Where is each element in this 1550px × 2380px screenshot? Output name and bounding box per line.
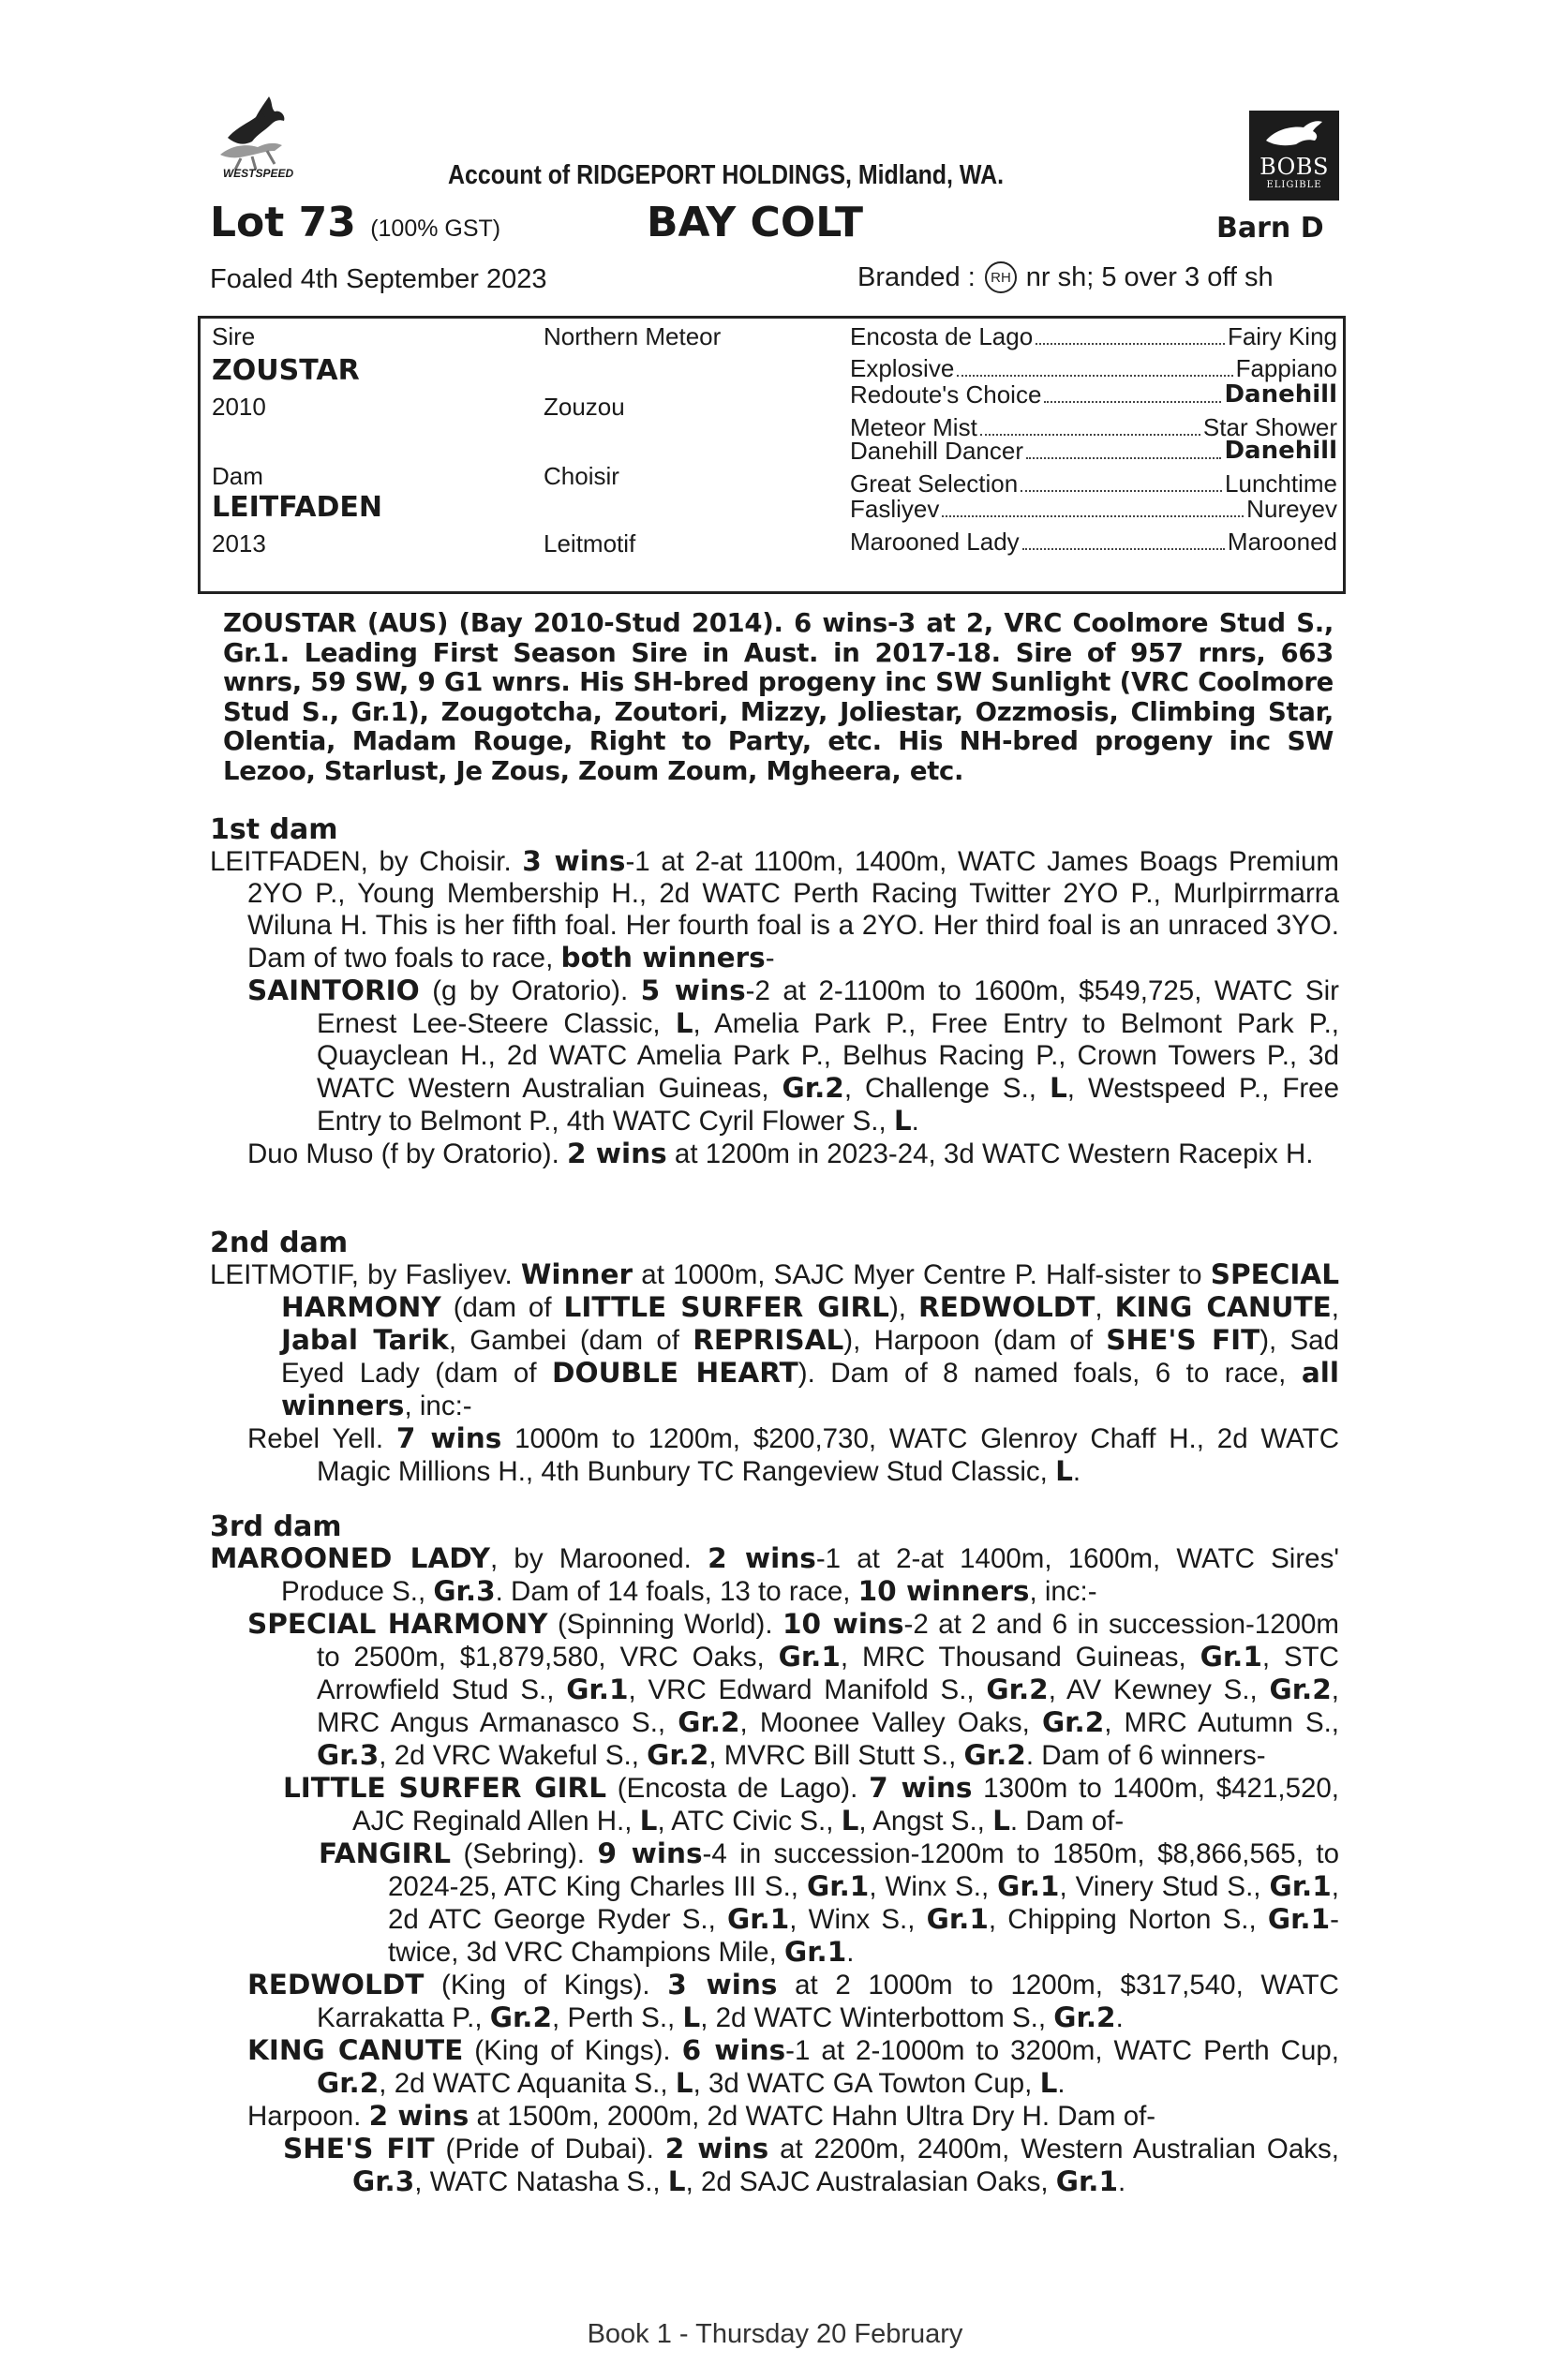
pedigree-row	[850, 380, 1337, 409]
progeny-saintorio: SAINTORIO (g by Oratorio). 5 wins-2 at 2-1100m to 1600m, $549,725, WATC Sir Ernest Lee-Steere Classic, L, Amelia Park P., Free Entry to Belmont Park P., Quayclean H., 2d WATC Amelia Park P., Belhus Racing P., Crown Towers P., 3d WATC Western Australian Guineas, Gr.2, Challenge S., L, Westspeed P., Free Entry to Belmont P., 4th WATC Cyril Flower S., L.	[247, 974, 1339, 1137]
great-grandparent-name: Danehill	[1224, 437, 1337, 465]
branded-info	[857, 260, 1274, 295]
dam-sire: Choisir	[544, 462, 619, 490]
leader-dots	[980, 413, 1200, 436]
grandparent-name: Encosta de Lago	[850, 322, 1034, 350]
grandparent-name: Danehill Dancer	[850, 437, 1023, 465]
third-dam-heading: 3rd dam	[210, 1510, 342, 1543]
sire-name: ZOUSTAR	[212, 354, 360, 387]
third-dam-section	[210, 1542, 1339, 2198]
pedigree-row	[850, 528, 1337, 557]
pedigree-row	[850, 495, 1337, 524]
sire-dam: Zouzou	[544, 393, 625, 421]
branded-label: Branded :	[857, 261, 976, 292]
grandparent-name: Great Selection	[850, 469, 1019, 498]
leader-dots	[1044, 380, 1221, 403]
second-dam-section	[210, 1258, 1339, 1488]
great-grandparent-name: Fappiano	[1235, 354, 1337, 382]
westspeed-logo	[200, 89, 317, 183]
pedigree-row	[850, 322, 1337, 351]
foaled-date: Foaled 4th September 2023	[210, 264, 547, 294]
leader-dots	[1036, 322, 1225, 345]
leader-dots	[942, 495, 1244, 517]
great-grandparent-name: Marooned	[1227, 528, 1337, 556]
westspeed-logo-text: WESTSPEED	[222, 167, 294, 180]
second-dam-heading: 2nd dam	[210, 1227, 349, 1259]
dam-label: Dam	[212, 462, 263, 490]
sire-summary: ZOUSTAR (AUS) (Bay 2010-Stud 2014). 6 wins-3 at 2, VRC Coolmore Stud S., Gr.1. Leading First Season Sire in Aust. in 2017-18. Sire of 957 rnrs, 663 wnrs, 59 SW, 9 G1 wnrs. His SH-bred progeny inc SW Sunlight (VRC Coolmore Stud S., Gr.1), Zougotcha, Zoutori, Mizzy, Joliestar, Ozzmosis, Climbing Star, Olentia, Madam Rouge, Right to Party, etc. His NH-bred progeny inc SW Lezoo, Starlust, Je Zous, Zoum Zoum, Mgheera, etc.	[223, 608, 1334, 786]
progeny-harpoon: Harpoon. 2 wins at 1500m, 2000m, 2d WATC Hahn Ultra Dry H. Dam of-	[247, 2100, 1156, 2132]
pedigree-table	[198, 316, 1346, 594]
leader-dots	[957, 354, 1232, 377]
branded-text: nr sh; 5 over 3 off sh	[1025, 261, 1274, 292]
leader-dots	[1022, 528, 1225, 550]
third-dam-para: MAROONED LADY, by Marooned. 2 wins-1 at 2-at 1400m, 1600m, WATC Sires' Produce S., Gr.3. Dam of 14 foals, 13 to race, 10 winners, inc:-	[210, 1542, 1339, 1607]
progeny-special-harmony: SPECIAL HARMONY (Spinning World). 10 wins-2 at 2 and 6 in succession-1200m to 2500m, $1,879,580, VRC Oaks, Gr.1, MRC Thousand Guineas, Gr.1, STC Arrowfield Stud S., Gr.1, VRC Edward Manifold S., Gr.2, AV Kewney S., Gr.2, MRC Angus Armanasco S., Gr.2, Moonee Valley Oaks, Gr.2, MRC Autumn S., Gr.3, 2d VRC Wakeful S., Gr.2, MVRC Bill Stutt S., Gr.2. Dam of 6 winners-	[247, 1608, 1340, 1771]
grandparent-name: Redoute's Choice	[850, 380, 1042, 409]
great-grandparent-name: Star Shower	[1202, 413, 1337, 441]
sire-label: Sire	[212, 322, 256, 350]
first-dam-section	[210, 845, 1339, 1170]
eligible-text: ELIGIBLE	[1266, 180, 1322, 190]
dam-name: LEITFADEN	[212, 491, 383, 524]
progeny-fangirl: FANGIRL (Sebring). 9 wins-4 in succession-1200m to 1850m, $8,866,565, to 2024-25, ATC King Charles III S., Gr.1, Winx S., Gr.1, Vinery Stud S., Gr.1, 2d ATC George Ryder S., Gr.1, Winx S., Gr.1, Chipping Norton S., Gr.1-twice, 3d VRC Champions Mile, Gr.1.	[319, 1837, 1339, 1968]
grandparent-name: Fasliyev	[850, 495, 940, 523]
progeny-duo-muso: Duo Muso (f by Oratorio). 2 wins at 1200m in 2023-24, 3d WATC Western Racepix H.	[247, 1138, 1314, 1169]
barn-label: Barn D	[1216, 212, 1324, 245]
great-grandparent-name: Lunchtime	[1225, 469, 1337, 498]
horse-description: BAY COLT	[647, 199, 864, 246]
progeny-rebel-yell: Rebel Yell. 7 wins 1000m to 1200m, $200,730, WATC Glenroy Chaff H., 2d WATC Magic Millions H., 4th Bunbury TC Rangeview Stud Classic, L.	[247, 1422, 1339, 1487]
brand-mark-icon	[983, 260, 1019, 295]
page-footer: Book 1 - Thursday 20 February	[587, 2319, 963, 2349]
vendor-account: Account of RIDGEPORT HOLDINGS, Midland, WA.	[448, 160, 1005, 190]
great-grandparent-name: Nureyev	[1246, 495, 1337, 523]
great-grandparent-name: Danehill	[1224, 380, 1337, 409]
grandparent-name: Marooned Lady	[850, 528, 1020, 556]
progeny-redwoldt: REDWOLDT (King of Kings). 3 wins at 2 1000m to 1200m, $317,540, WATC Karrakatta P., Gr.2, Perth S., L, 2d WATC Winterbottom S., Gr.2.	[247, 1969, 1339, 2033]
great-grandparent-name: Fairy King	[1227, 322, 1337, 350]
first-dam-heading: 1st dam	[210, 813, 338, 846]
gst-note: (100% GST)	[370, 216, 501, 242]
bobs-text: BOBS	[1259, 154, 1329, 180]
horse-icon	[1249, 112, 1339, 154]
pedigree-row	[850, 354, 1337, 383]
grandparent-name: Explosive	[850, 354, 955, 382]
bobs-eligible-badge	[1249, 111, 1339, 201]
first-dam-para: LEITFADEN, by Choisir. 3 wins-1 at 2-at 1100m, 1400m, WATC James Boags Premium 2YO P., Young Membership H., 2d WATC Perth Racing Twitter 2YO P., Murlpirrmarra Wiluna H. This is her fifth foal. Her fourth foal is a 2YO. Her third foal is an unraced 3YO. Dam of two foals to race, both winners-	[210, 845, 1339, 974]
sire-sire: Northern Meteor	[544, 322, 722, 350]
dam-dam: Leitmotif	[544, 529, 636, 558]
progeny-shes-fit: SHE'S FIT (Pride of Dubai). 2 wins at 2200m, 2400m, Western Australian Oaks, Gr.3, WATC Natasha S., L, 2d SAJC Australasian Oaks, Gr.1.	[283, 2133, 1339, 2197]
sire-year: 2010	[212, 393, 266, 421]
brand-mark-text: RH	[990, 270, 1011, 286]
progeny-little-surfer-girl: LITTLE SURFER GIRL (Encosta de Lago). 7 wins 1300m to 1400m, $421,520, AJC Reginald Allen H., L, ATC Civic S., L, Angst S., L. Dam of-	[283, 1772, 1339, 1837]
lot-number	[210, 199, 500, 246]
pedigree-row	[850, 437, 1337, 466]
progeny-king-canute: KING CANUTE (King of Kings). 6 wins-1 at 2-1000m to 3200m, WATC Perth Cup, Gr.2, 2d WATC Aquanita S., L, 3d WATC GA Towton Cup, L.	[247, 2034, 1339, 2099]
second-dam-para: LEITMOTIF, by Fasliyev. Winner at 1000m, SAJC Myer Centre P. Half-sister to SPECIAL HARMONY (dam of LITTLE SURFER GIRL), REDWOLDT, KING CANUTE, Jabal Tarik, Gambei (dam of REPRISAL), Harpoon (dam of SHE'S FIT), Sad Eyed Lady (dam of DOUBLE HEART). Dam of 8 named foals, 6 to race, all winners, inc:-	[210, 1258, 1339, 1421]
dam-year: 2013	[212, 529, 266, 558]
lot-label: Lot 73	[210, 199, 356, 246]
grandparent-name: Meteor Mist	[850, 413, 977, 441]
leader-dots	[1021, 469, 1222, 492]
leader-dots	[1026, 437, 1221, 459]
